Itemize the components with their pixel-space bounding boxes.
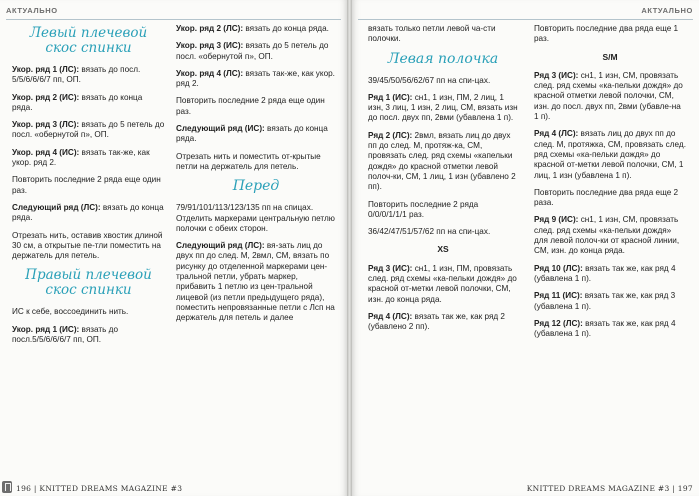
paragraph: Повторить последние 2 ряда 0/0/0/1/1/1 раз. [368,199,479,219]
heading-line: скос спинки [45,40,132,56]
paragraph [534,319,686,340]
paragraph [368,264,518,305]
paragraph: 36/42/47/51/57/62 пп на спи-цах. [368,227,491,237]
heading-left-shoulder [12,26,165,56]
row-text: вязать так же, как ряд 2 (убавлено 2 пп). [368,311,505,332]
paragraph [534,291,686,312]
paragraph: 39/45/50/56/62/67 пп на спи-цах. [368,75,491,85]
row-label: Ряд 12 (ЛС): [534,318,583,328]
row-text: вязать так же, как ряд 3 (убавлена 1 п). [534,291,676,311]
row-text: вязать до посл.5/5/6/6/6/7 пп, ОП. [12,324,118,345]
row-label: Следующий ряд (ЛС): [12,202,101,212]
row-label: Укор. ряд 3 (ЛС): [12,120,80,130]
row-label: Следующий ряд (ИС): [176,124,265,134]
size-heading-xs: XS [437,244,449,255]
row-label: Ряд 11 (ИС): [534,291,583,301]
row-text: сн1, 1 изн, СМ, провязать след. ряд схемы «ка-пельки дождя» до красной отметки левой полочки, СМ, изн. до посл. двух пп, 2вми (убавле-на 1 п). [534,70,683,122]
row-text: сн1, 1 изн, СМ, провязать след. ряд схемы «ка-пельки дождя» для левой полоч-ки от красной линии, СМ, изн. до конца ряда. [534,215,680,256]
paragraph [12,148,165,169]
row-text: 2вмл, вязать лиц до двух пп до след. М, протяж-ка, СМ, провязать след. ряд схемы «капельки дождя» до красной отметки левой полоч-ки, СМ, 1 лиц, 1 изн (убавлено 2 пп). [368,130,516,192]
heading-line: Левый плечевой [29,25,148,41]
row-label: Укор. ряд 4 (ЛС): [176,68,244,78]
paragraph [368,131,518,193]
section-tag-right: АКТУАЛЬНО [641,6,693,15]
header-rule-left [6,19,341,20]
paragraph: Повторить последние 2 ряда еще один раз. [176,96,325,116]
row-text: вязать так же, как ряд 4 (убавлена 1 п). [534,318,676,339]
paragraph: Повторить последние 2 ряда еще один раз. [12,175,161,195]
paragraph [176,124,336,145]
paragraph [534,264,686,285]
bookmark-icon[interactable] [2,481,12,493]
row-label: Ряд 3 (ИС): [534,70,579,80]
row-label: Ряд 10 (ЛС): [534,263,583,273]
row-text: вязать до конца ряда. [176,124,328,144]
heading-left-front: Левая полочка [387,50,499,67]
column-2 [176,24,336,331]
paragraph: 79/91/101/113/123/135 пп на спицах. Отделить маркерами центральную петлю полочки с обеих сторон. [176,203,335,233]
heading-front: Перед [232,178,280,195]
row-text: сн1, 1 изн, ПМ, 2 лиц, 1 изн, 3 лиц, 1 изн, 2 лиц, СМ, вязать изн до посл. двух пп, 2вми (убавлена 1 п). [368,92,518,123]
size-heading-sm: S/M [602,51,618,62]
heading-line: Правый плечевой [25,267,152,284]
row-label: Укор. ряд 4 (ИС): [12,147,80,157]
paragraph [12,93,165,114]
paragraph [534,71,686,122]
row-label: Укор. ряд 1 (ИС): [12,324,80,334]
row-label: Укор. ряд 1 (ЛС): [12,65,80,74]
paragraph [368,312,518,333]
paragraph [12,325,165,346]
row-text: сн1, 1 изн, ПМ, провязать след. ряд схемы «ка-пельки дождя» до красной от-метки левой полочки, СМ, изн. до конца ряда. [368,263,517,304]
paragraph: Повторить последние два ряда еще 2 раза. [534,187,679,208]
paragraph [534,129,686,180]
footer-right: KNITTED DREAMS MAGAZINE #3 | 197 [526,484,693,493]
row-label: Укор. ряд 3 (ИС): [176,41,244,51]
footer-left: 196 | KNITTED DREAMS MAGAZINE #3 [16,484,183,493]
paragraph [534,215,686,256]
paragraph [368,93,518,124]
row-text: вя-зать лиц до двух пп до след. М, 2вмл, СМ, вязать по рисунку до отделенной маркерами цен-тральной петли, убрать маркер, прибавить 1 петлю из цен-тральной лицевой (из петли предыдущего ряда), поместить непровязанные петли с Лсп на держатель для петель и далее [176,241,335,323]
header-rule-right [358,19,693,20]
right-page [352,0,699,496]
paragraph: ИС к себе, воссоединить нить. [12,307,129,317]
paragraph [12,65,165,86]
paragraph: Отрезать нить и поместить от-крытые петли на держатель для петель. [176,151,321,171]
row-text: вязать до посл. 5/5/6/6/6/7 пп, ОП. [12,65,141,85]
paragraph: Отрезать нить, оставив хвостик длиной 30 см, а открытые пе-тли поместить на держатель для петель. [12,230,163,261]
row-label: Следующий ряд (ЛС): [176,241,265,251]
column-1 [12,24,165,352]
row-text: вязать до конца ряда. [12,92,143,112]
section-tag-left: АКТУАЛЬНО [6,6,58,15]
paragraph [176,24,336,34]
row-label: Укор. ряд 2 (ЛС): [176,24,244,33]
heading-line: скос спинки [45,282,132,299]
row-text: вязать до 5 петель до посл. «обернутой п», ОП. [12,120,165,140]
paragraph [176,69,336,90]
paragraph: вязать только петли левой ча-сти полочки. [368,24,496,44]
row-text: вязать до 5 петель до посл. «обернутой п», ОП. [176,41,329,61]
row-label: Ряд 2 (ЛС): [368,130,413,140]
paragraph [12,120,165,141]
row-text: вязать так-же, как укор. ряд 2. [12,147,150,168]
row-label: Ряд 9 (ИС): [534,215,579,225]
row-text: вязать до конца ряда. [243,24,329,33]
paragraph: Повторить последние два ряда еще 1 раз. [534,24,679,44]
column-4 [534,24,686,346]
row-text: вязать до конца ряда. [12,202,164,223]
left-page [0,0,347,496]
heading-right-shoulder [12,268,165,298]
paragraph [176,41,336,62]
row-label: Ряд 3 (ИС): [368,263,413,273]
row-label: Укор. ряд 2 (ИС): [12,92,80,102]
row-text: вязать так же, как ряд 4 (убавлена 1 п). [534,263,676,283]
column-3 [368,24,518,340]
row-label: Ряд 4 (ЛС): [368,311,413,321]
row-label: Ряд 4 (ЛС): [534,129,579,139]
paragraph [176,241,336,323]
row-text: вязать лиц до двух пп до след. М, протяжка, СМ, провязать след. ряд схемы «ка-пельки дождя» до красной от-метки левой полочки, СМ, 1 лиц, 1 изн (убавлена 1 п). [534,129,686,180]
row-label: Ряд 1 (ИС): [368,92,413,102]
row-text: вязать так-же, как укор. ряд 2. [176,68,335,89]
paragraph [12,203,165,224]
